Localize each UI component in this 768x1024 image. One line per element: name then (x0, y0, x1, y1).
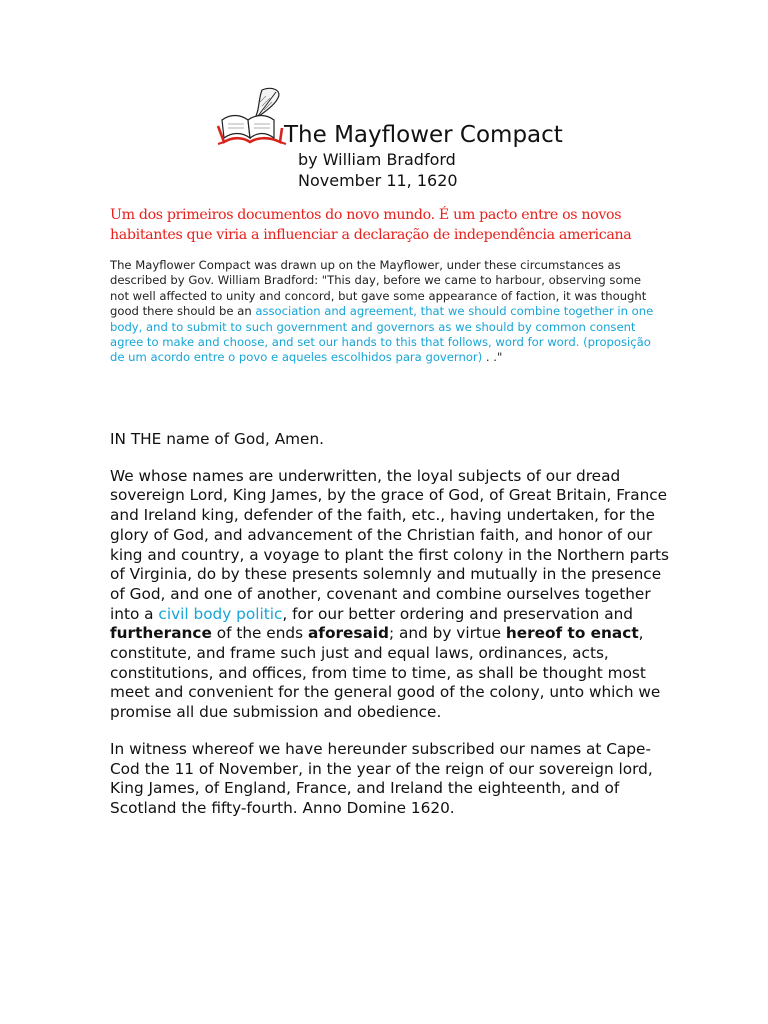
intro-paragraph (110, 258, 662, 366)
hereof-to-enact-term: hereof to enact (505, 624, 639, 643)
paragraph-1-part-3: of the ends (211, 624, 308, 643)
compact-paragraph-1 (110, 467, 670, 723)
document-date: November 11, 1620 (298, 171, 458, 190)
civil-body-politic-link[interactable]: civil body politic (158, 604, 283, 623)
compact-text (110, 430, 670, 836)
intro-text: The Mayflower Compact was drawn up on the Mayflower, under these circumstances as described by Gov. William Bradford: "This day, before we came to harbour, observing some not well affected to unity and concord, but gave some appearance of faction, it was thought good there should be an (110, 258, 647, 319)
aforesaid-term: aforesaid (307, 624, 389, 643)
portuguese-note: Um dos primeiros documentos do novo mundo. É um pacto entre os novos habitantes que viria a influenciar a declaração de independência americana (110, 207, 632, 243)
furtherance-term: furtherance (110, 624, 212, 643)
paragraph-1-part-1: We whose names are underwritten, the loyal subjects of our dread sovereign Lord, King James, by the grace of God, of Great Britain, France and Ireland king, defender of the faith, etc., having undertaken, for the glory of God, and advancement of the Christian faith, and honor of our king and country, a voyage to plant the first colony in the Northern parts of Virginia, do by these presents solemnly and mutually in the presence of God, and one of another, covenant and combine ourselves together into a (110, 466, 670, 623)
paragraph-1-part-4: ; and by virtue (389, 624, 506, 643)
page-title: The Mayflower Compact (284, 122, 563, 148)
book-and-quill-icon (216, 86, 288, 148)
paragraph-1-part-2: , for our better ordering and preservation and (282, 604, 633, 623)
author-byline: by William Bradford (298, 150, 456, 169)
opening-line: IN THE name of God, Amen. (110, 430, 325, 448)
intro-highlight: association and agreement, that we should combine together in one body, and to submit to such government and governors as we should by common consent agree to make and choose, and set our hands to this that follows, word for word. (proposição de um acordo entre o povo e aqueles escolhidos para governor) (110, 304, 654, 365)
intro-closing: . ." (482, 350, 503, 365)
paragraph-1-part-5: , constitute, and frame such just and equal laws, ordinances, acts, constitutions, and offices, from time to time, as shall be thought most meet and convenient for the general good of the colony, unto which we promise all due submission and obedience. (110, 624, 661, 722)
compact-paragraph-2: In witness whereof we have hereunder subscribed our names at Cape-Cod the 11 of November, in the year of the reign of our sovereign lord, King James, of England, France, and Ireland the eighteenth, and of Scotland the fifty-fourth. Anno Domine 1620. (110, 739, 653, 817)
